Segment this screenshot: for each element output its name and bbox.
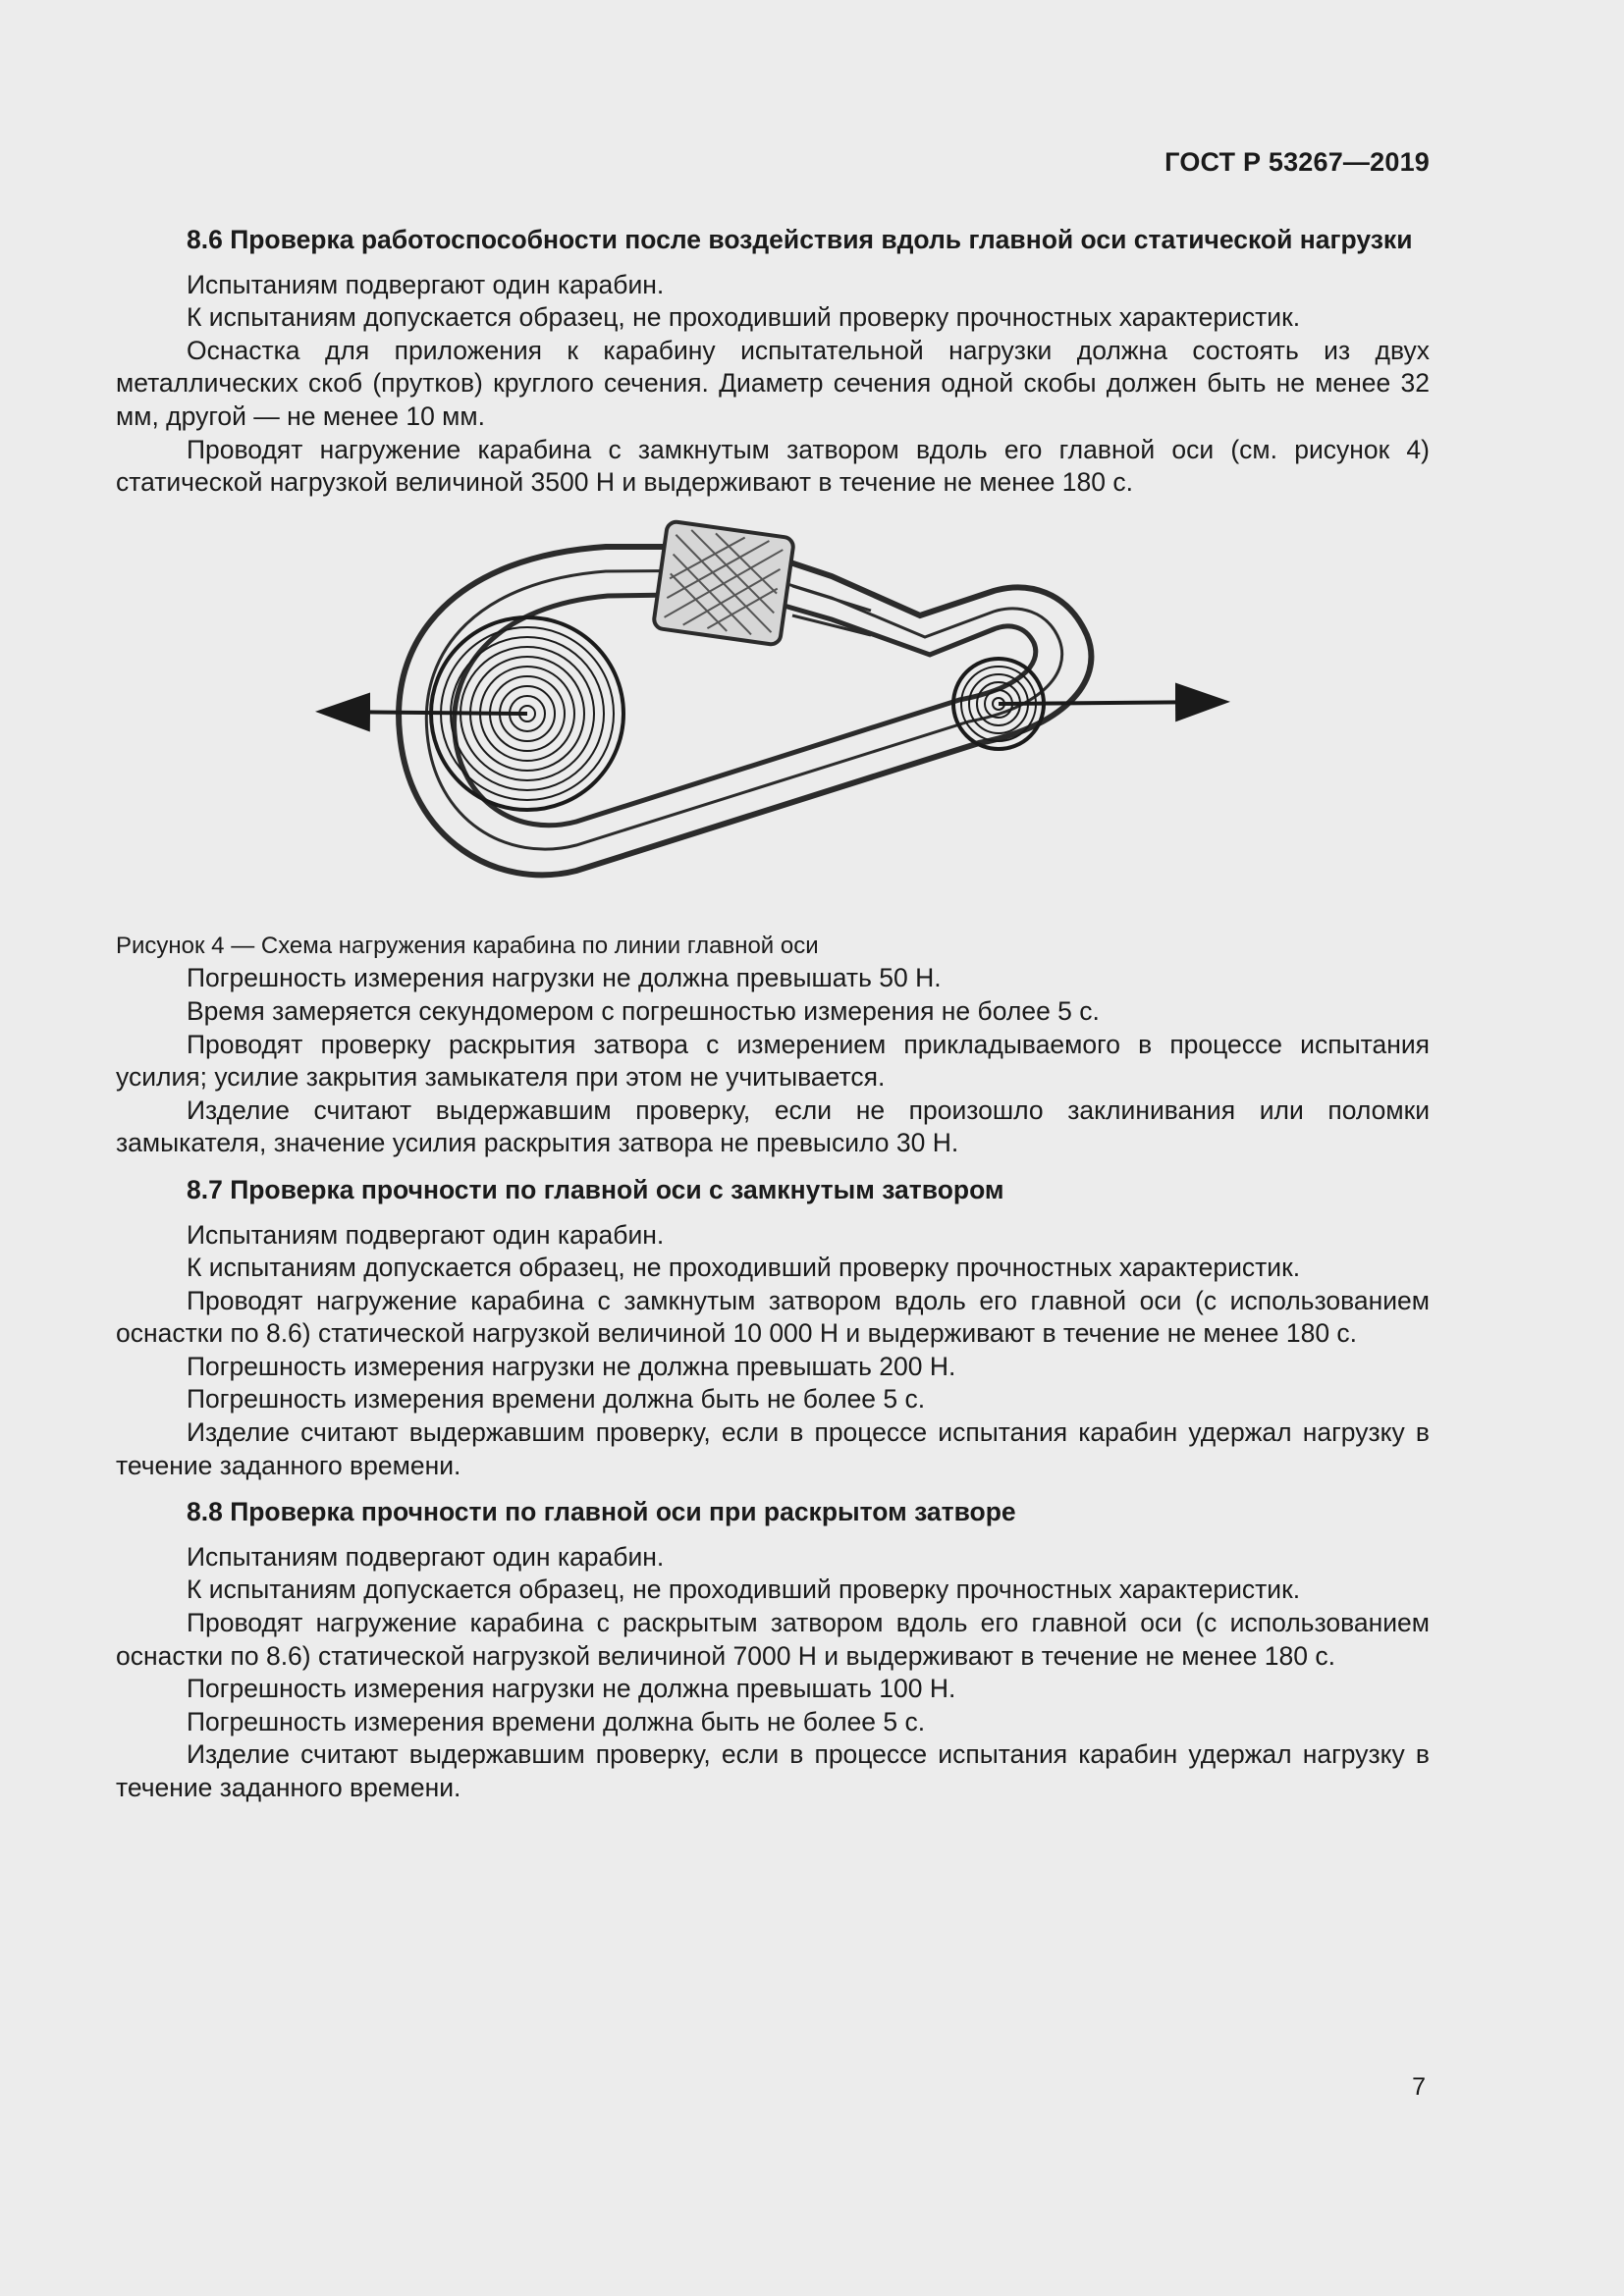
section-heading-8-6: 8.6 Проверка работоспособности после воздействия вдоль главной оси статической нагрузки [187,225,1413,254]
paragraph: Проводят нагружение карабина с раскрытым затвором вдоль его главной оси (с использованием оснастки по 8.6) статической нагрузкой величиной 7000 Н и выдерживают в течение не менее 180 с. [116,1608,1430,1671]
document-id-header: ГОСТ Р 53267—2019 [1164,147,1430,177]
paragraph: Погрешность измерения нагрузки не должна превышать 50 Н. [187,963,942,993]
paragraph: Изделие считают выдержавшим проверку, если не произошло заклинивания или поломки замыкателя, значение усилия раскрытия затвора не превысило 30 Н. [116,1095,1430,1158]
carabiner-loading-diagram [282,517,1264,930]
page-number: 7 [1412,2073,1426,2101]
paragraph: К испытаниям допускается образец, не проходивший проверку прочностных характеристик. [187,302,1301,333]
paragraph: Проводят проверку раскрытия затвора с измерением прикладываемого в процессе испытания усилия; усилие закрытия замыкателя при этом не учитывается. [116,1029,1430,1093]
gate-sleeve [653,520,871,645]
paragraph: Изделие считают выдержавшим проверку, если в процессе испытания карабин удержал нагрузку в течение заданного времени. [116,1417,1430,1480]
paragraph: Погрешность измерения нагрузки не должна превышать 100 Н. [187,1674,956,1704]
load-arrow-right [999,702,1222,704]
paragraph: Погрешность измерения нагрузки не должна превышать 200 Н. [187,1351,956,1381]
paragraph: Испытаниям подвергают один карабин. [187,269,665,299]
document-body [116,224,1430,1805]
figure-caption: Рисунок 4 — Схема нагружения карабина по линии главной оси [116,932,819,959]
section-heading-8-8: 8.8 Проверка прочности по главной оси при раскрытом затворе [187,1497,1016,1527]
paragraph: Проводят нагружение карабина с замкнутым затвором вдоль его главной оси (с использованием оснастки по 8.6) статической нагрузкой величиной 10 000 Н и выдерживают в течение не менее 180 с. [116,1285,1430,1349]
paragraph: Испытаниям подвергают один карабин. [187,1541,665,1572]
paragraph: Проводят нагружение карабина с замкнутым затвором вдоль его главной оси (см. рисунок 4) статической нагрузкой величиной 3500 Н и выдерживают в течение не менее 180 с. [116,434,1430,498]
paragraph: Время замеряется секундомером с погрешностью измерения не более 5 с. [187,995,1100,1026]
figure-carabiner-loading [116,517,1430,963]
load-arrow-left [323,712,527,714]
paragraph: К испытаниям допускается образец, не проходивший проверку прочностных характеристик. [187,1253,1301,1283]
paragraph: К испытаниям допускается образец, не проходивший проверку прочностных характеристик. [187,1575,1301,1605]
paragraph: Погрешность измерения времени должна быть не более 5 с. [187,1706,926,1736]
paragraph: Погрешность измерения времени должна быть не более 5 с. [187,1384,926,1415]
section-heading-8-7: 8.7 Проверка прочности по главной оси с замкнутым затвором [187,1174,1004,1204]
paragraph: Изделие считают выдержавшим проверку, если в процессе испытания карабин удержал нагрузку в течение заданного времени. [116,1739,1430,1802]
paragraph: Испытаниям подвергают один карабин. [187,1219,665,1250]
paragraph: Оснастка для приложения к карабину испытательной нагрузки должна состоять из двух металлических скоб (прутков) круглого сечения. Диаметр сечения одной скобы должен быть не менее 32 мм, другой — не менее 10 мм. [116,335,1430,431]
